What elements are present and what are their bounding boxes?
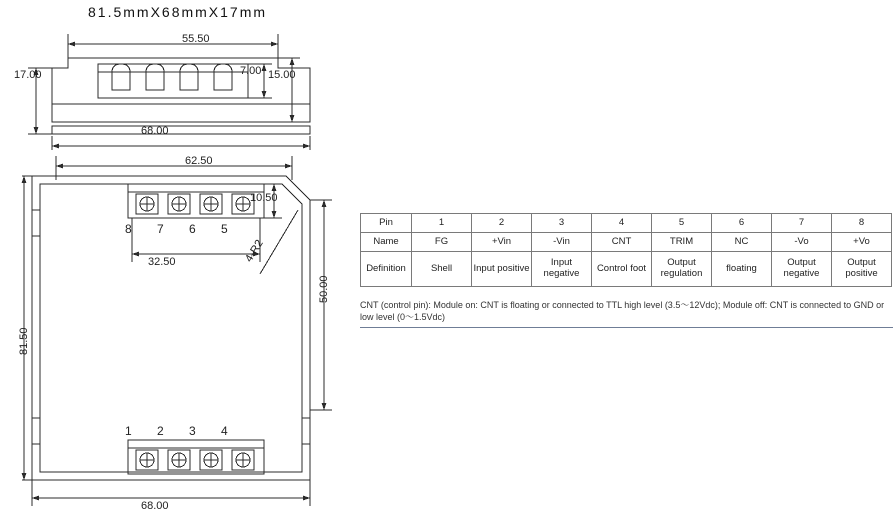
cnt-pin-note: CNT (control pin): Module on: CNT is floating or connected to TTL high level (3.5～12Vdc); Module off: CNT is connected to GND or low level (0～1.5Vdc)	[360, 300, 885, 323]
name-cell-3: -Vin	[532, 233, 592, 252]
row-header-definition: Definition	[361, 252, 412, 287]
name-cell-4: CNT	[592, 233, 652, 252]
pin-number-6: 6	[189, 222, 196, 236]
definition-cell-3: Input negative	[532, 252, 592, 287]
pin-number-5: 5	[221, 222, 228, 236]
pin-cell-7: 7	[772, 214, 832, 233]
pin-cell-3: 3	[532, 214, 592, 233]
dim-right-inner-height: 50.00	[318, 275, 330, 303]
dim-right-height: 15.00	[268, 69, 296, 81]
definition-cell-8: Output positive	[832, 252, 892, 287]
pin-number-3: 3	[189, 424, 196, 438]
definition-cell-5: Output regulation	[652, 252, 712, 287]
pin-cell-4: 4	[592, 214, 652, 233]
pin-cell-5: 5	[652, 214, 712, 233]
table-row-name	[361, 233, 892, 252]
pin-number-7: 7	[157, 222, 164, 236]
definition-cell-6: floating	[712, 252, 772, 287]
definition-cell-2: Input positive	[472, 252, 532, 287]
page-title: 81.5mmX68mmX17mm	[88, 4, 268, 20]
pin-cell-8: 8	[832, 214, 892, 233]
name-cell-8: +Vo	[832, 233, 892, 252]
table-row-pin	[361, 214, 892, 233]
dim-side-top-width: 55.50	[182, 33, 210, 45]
pin-number-1: 1	[125, 424, 132, 438]
pin-number-2: 2	[157, 424, 164, 438]
pin-cell-6: 6	[712, 214, 772, 233]
name-cell-6: NC	[712, 233, 772, 252]
dim-overall-height: 81.50	[18, 327, 30, 355]
pin-cell-2: 2	[472, 214, 532, 233]
top-plan-drawing	[20, 150, 360, 510]
pin-definition-table	[360, 213, 892, 287]
pin-cell-1: 1	[412, 214, 472, 233]
dim-top-inner-width: 62.50	[185, 155, 213, 167]
dim-left-height: 17.00	[14, 69, 42, 81]
dim-terminal-offset: 10.50	[250, 192, 278, 204]
row-header-name: Name	[361, 233, 412, 252]
pin-number-8: 8	[125, 222, 132, 236]
dim-overall-width: 68.00	[141, 500, 169, 512]
note-divider	[360, 327, 893, 328]
definition-cell-4: Control foot	[592, 252, 652, 287]
name-cell-5: TRIM	[652, 233, 712, 252]
name-cell-2: +Vin	[472, 233, 532, 252]
row-header-pin: Pin	[361, 214, 412, 233]
dim-base-width: 68.00	[141, 125, 169, 137]
name-cell-7: -Vo	[772, 233, 832, 252]
definition-cell-1: Shell	[412, 252, 472, 287]
name-cell-1: FG	[412, 233, 472, 252]
dim-terminal-height: 7.00	[240, 65, 262, 77]
pin-number-4: 4	[221, 424, 228, 438]
table-row-definition	[361, 252, 892, 287]
definition-cell-7: Output negative	[772, 252, 832, 287]
dim-corner-radius: 4-R2	[243, 237, 266, 265]
dim-terminal-span: 32.50	[148, 256, 176, 268]
